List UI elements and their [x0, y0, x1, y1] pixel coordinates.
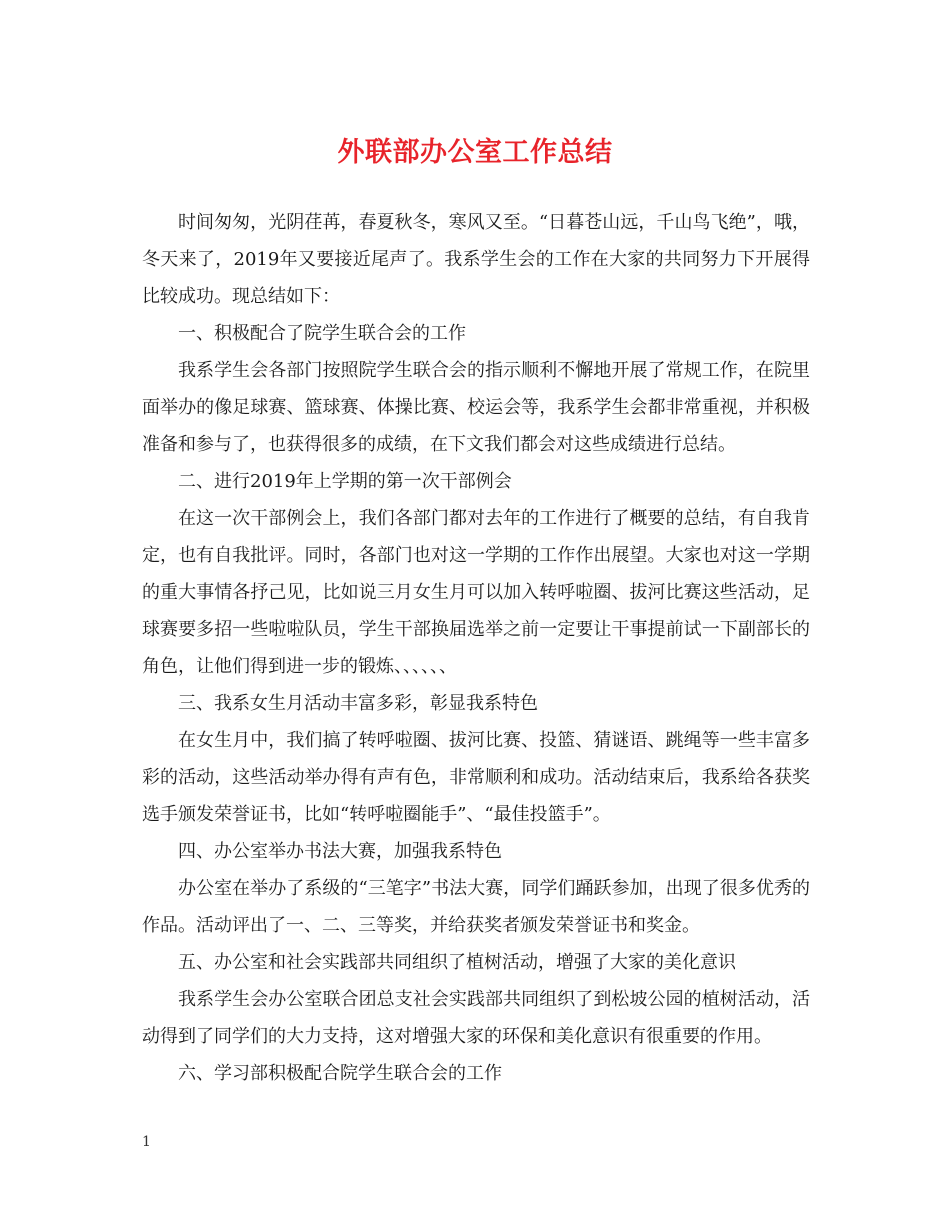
- document-title: 外联部办公室工作总结: [337, 137, 613, 168]
- section-body-2: 在这一次干部例会上，我们各部门都对去年的工作进行了概要的总结，有自我肯定，也有自我批评。同时，各部门也对这一学期的工作作出展望。大家也对这一学期的重大事情各抒己见，比如说三月女生月可以加入转呼啦圈、拔河比赛这些活动，足球赛要多招一些啦啦队员，学生干部换届选举之前一定要让干事提前试一下副部长的角色，让他们得到进一步的锻炼、、、、、、: [142, 508, 810, 677]
- intro-paragraph: 时间匆匆，光阴荏苒，春夏秋冬，寒风又至。“日暮苍山远，千山鸟飞绝”，哦，冬天来了，2019年又要接近尾声了。我系学生会的工作在大家的共同努力下开展得比较成功。现总结如下：: [142, 212, 810, 307]
- section-body-3: 在女生月中，我们搞了转呼啦圈、拔河比赛、投篮、猜谜语、跳绳等一些丰富多彩的活动，这些活动举办得有声有色，非常顺利和成功。活动结束后，我系给各获奖选手颁发荣誉证书，比如“转呼啦圈能手”、“最佳投篮手”。: [142, 730, 810, 825]
- section-body-5: 我系学生会办公室联合团总支社会实践部共同组织了到松坡公园的植树活动，活动得到了同学们的大力支持，这对增强大家的环保和美化意识有很重要的作用。: [142, 989, 810, 1047]
- section-heading-4: 四、办公室举办书法大赛，加强我系特色: [178, 841, 502, 862]
- document-body: [142, 204, 810, 1092]
- section-body-4: 办公室在举办了系级的“三笔字”书法大赛，同学们踊跃参加，出现了很多优秀的作品。活动评出了一、二、三等奖，并给获奖者颁发荣誉证书和奖金。: [142, 878, 810, 936]
- section-body-1: 我系学生会各部门按照院学生联合会的指示顺利不懈地开展了常规工作，在院里面举办的像足球赛、篮球赛、体操比赛、校运会等，我系学生会都非常重视，并积极准备和参与了，也获得很多的成绩，在下文我们都会对这些成绩进行总结。: [142, 360, 810, 455]
- section-heading-6: 六、学习部积极配合院学生联合会的工作: [178, 1063, 502, 1084]
- section-heading-3: 三、我系女生月活动丰富多彩，彰显我系特色: [178, 693, 538, 714]
- section-heading-5: 五、办公室和社会实践部共同组织了植树活动，增强了大家的美化意识: [178, 952, 736, 973]
- section-heading-2: 二、进行2019年上学期的第一次干部例会: [178, 471, 512, 492]
- section-heading-1: 一、积极配合了院学生联合会的工作: [178, 323, 466, 344]
- page-number: 1: [142, 1134, 151, 1150]
